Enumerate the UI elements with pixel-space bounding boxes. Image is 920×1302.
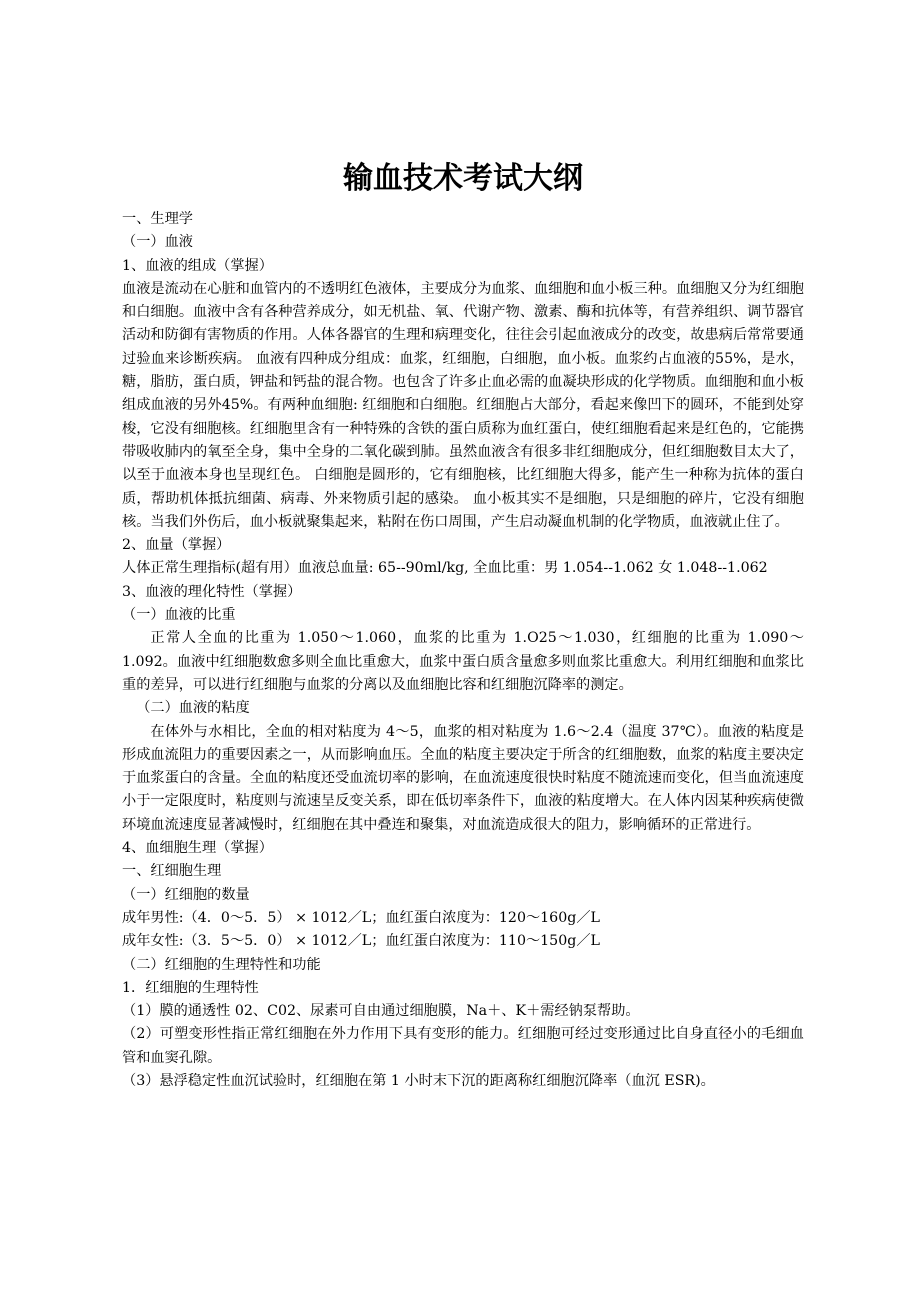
- text-line: 1．红细胞的生理特性: [122, 979, 259, 996]
- text-line: （二）红细胞的生理特性和功能: [122, 956, 321, 973]
- text-line: （二）血液的粘度: [136, 700, 250, 717]
- paragraph: 在体外与水相比，全血的相对粘度为 4～5，血浆的相对粘度为 1.6～2.4（温度 37℃）。血液的粘度是形成血流阻力的重要因素之一，从而影响血压。全血的粘度主要决定于所含的红细胞数，血浆的粘度主要决定于血浆蛋白的含量。全血的粘度还受血流切率的影响，在血流速度很快时粘度不随流速而变化，但当血流速度小于一定限度时，粘度则与流速呈反变关系，即在低切率条件下，血液的粘度增大。在人体内因某种疾病使微环境血流速度显著减慢时，红细胞在其中叠连和聚集，对血流造成很大的阻力，影响循环的正常进行。: [122, 723, 804, 833]
- text-line: （3）悬浮稳定性血沉试验时，红细胞在第 1 小时末下沉的距离称红细胞沉降率（血沉 ESR)。: [122, 1072, 715, 1089]
- text-line: 成年女性:（3．5～5．0） × 1012／L；血红蛋白浓度为：110～150g／L: [122, 933, 600, 950]
- text-line: 一、红细胞生理: [122, 863, 222, 880]
- text-line: 3、血液的理化特性（掌握）: [122, 583, 302, 600]
- text-line: （一）红细胞的数量: [122, 886, 250, 903]
- document-body: [122, 208, 804, 1093]
- text-line: 1、血液的组成（掌握）: [122, 257, 273, 274]
- document-page: [122, 150, 804, 1093]
- text-line: （1）膜的通透性 02、C02、尿素可自由通过细胞膜，Na＋、K＋需经钠泵帮助。: [122, 1003, 640, 1020]
- text-line: 人体正常生理指标(超有用）血液总血量: 65--90ml/kg, 全血比重：男 1.054--1.062 女 1.048--1.062: [122, 560, 768, 577]
- paragraph: 正常人全血的比重为 1.050～1.060，血浆的比重为 1.O25～1.030，红细胞的比重为 1.090～1.092。血液中红细胞数愈多则全血比重愈大，血浆中蛋白质含量愈多则血浆比重愈大。利用红细胞和血浆比重的差异，可以进行红细胞与血浆的分离以及血细胞比容和红细胞沉降率的测定。: [122, 630, 804, 693]
- paragraph: （2）可塑变形性指正常红细胞在外力作用下具有变形的能力。红细胞可经过变形通过比自身直径小的毛细血管和血窦孔隙。: [122, 1026, 804, 1066]
- text-line: （一）血液的比重: [122, 607, 236, 624]
- text-line: 4、血细胞生理（掌握）: [122, 840, 273, 857]
- document-title: 输血技术考试大纲: [343, 161, 583, 196]
- text-line: 一、生理学: [122, 211, 193, 227]
- text-line: 2、血量（掌握）: [122, 537, 231, 554]
- text-line: （一）血液: [122, 234, 193, 251]
- text-line: 成年男性:（4．0～5．5） × 1012／L；血红蛋白浓度为：120～160g／L: [122, 909, 600, 926]
- paragraph: 血液是流动在心脏和血管内的不透明红色液体，主要成分为血浆、血细胞和血小板三种。血细胞又分为红细胞和白细胞。血液中含有各种营养成分，如无机盐、氧、代谢产物、激素、酶和抗体等，有营养组织、调节器官活动和防御有害物质的作用。人体各器官的生理和病理变化，往往会引起血液成分的改变，故患病后常常要通过验血来诊断疾病。 血液有四种成分组成：血浆，红细胞，白细胞，血小板。血浆约占血液的55%，是水，糖，脂肪，蛋白质，钾盐和钙盐的混合物。也包含了许多止血必需的血凝块形成的化学物质。血细胞和血小板组成血液的另外45%。有两种血细胞: 红细胞和白细胞。红细胞占大部分，看起来像凹下的圆环，不能到处穿梭，它没有细胞核。红细胞里含有一种特殊的含铁的蛋白质称为血红蛋白，使红细胞看起来是红色的，它能携带吸收肺内的氧至全身，集中全身的二氧化碳到肺。虽然血液含有很多非红细胞成分，但红细胞数目太大了，以至于血液本身也呈现红色。 白细胞是圆形的，它有细胞核，比红细胞大得多，能产生一种称为抗体的蛋白质，帮助机体抵抗细菌、病毒、外来物质引起的感染。 血小板其实不是细胞，只是细胞的碎片，它没有细胞核。当我们外伤后，血小板就聚集起来，粘附在伤口周围，产生启动凝血机制的化学物质，血液就止住了。: [122, 280, 804, 530]
